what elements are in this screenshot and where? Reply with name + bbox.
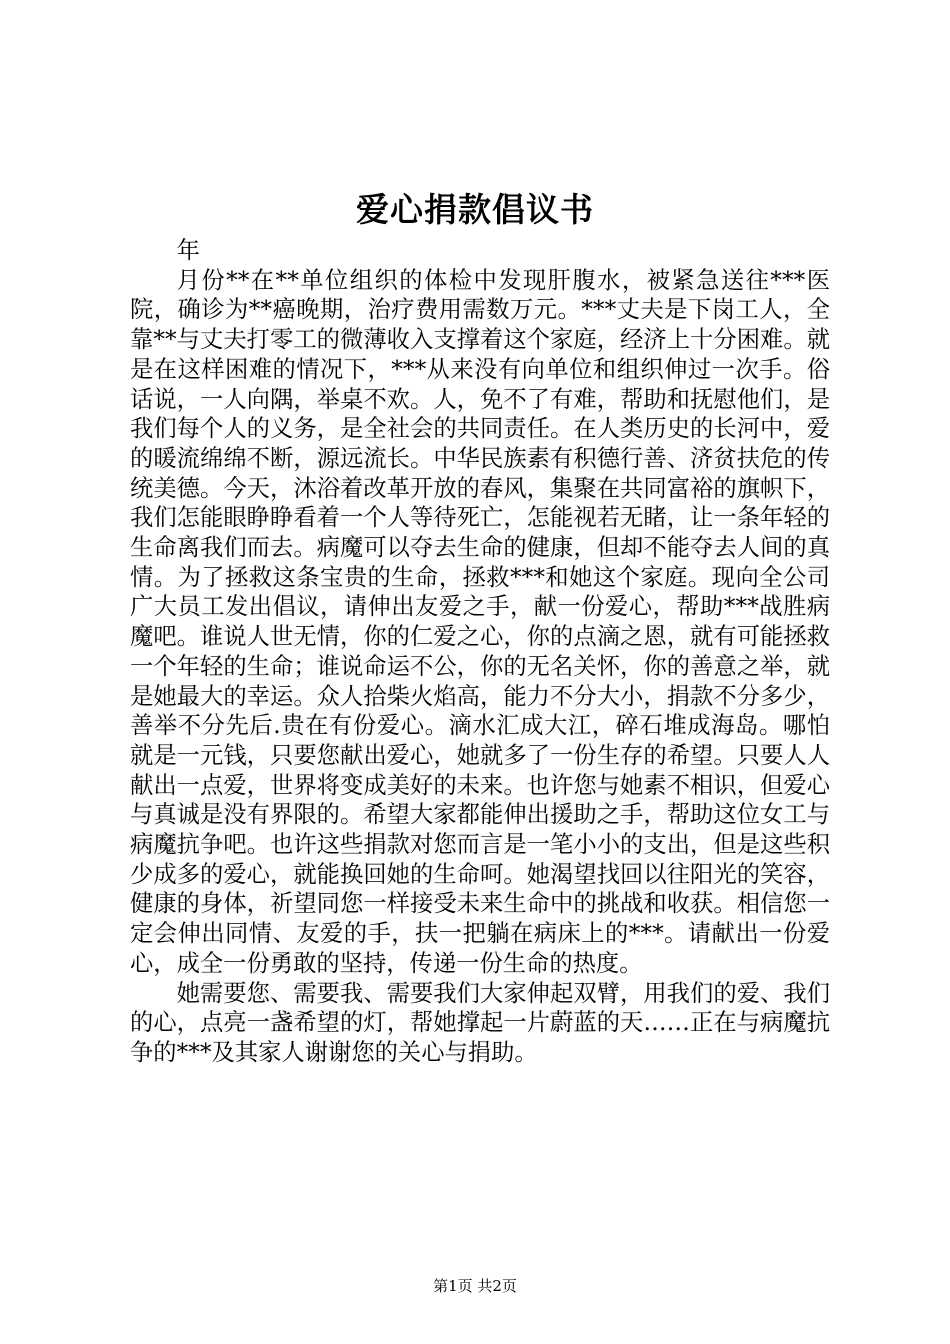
paragraph-closing: 她需要您、需要我、需要我们大家伸起双臂，用我们的爱、我们的心，点亮一盏希望的灯，帮她撑起一片蔚蓝的天……正在与病魔抗争的***及其家人谢谢您的关心与捐助。 bbox=[130, 979, 830, 1066]
document-body bbox=[130, 236, 830, 1068]
paragraph-main: 月份**在**单位组织的体检中发现肝腹水，被紧急送往***医院，确诊为**癌晚期，治疗费用需数万元。***丈夫是下岗工人，全靠**与丈夫打零工的微薄收入支撑着这个家庭，经济上十分困难。就是在这样困难的情况下，***从来没有向单位和组织伸过一次手。俗话说，一人向隅，举桌不欢。人，免不了有难，帮助和抚慰他们，是我们每个人的义务，是全社会的共同责任。在人类历史的长河中，爱的暖流绵绵不断，源远流长。中华民族素有积德行善、济贫扶危的传统美德。今天，沐浴着改革开放的春风，集聚在共同富裕的旗帜下，我们怎能眼睁睁看着一个人等待死亡，怎能视若无睹，让一条年轻的生命离我们而去。病魔可以夺去生命的健康，但却不能夺去人间的真情。为了拯救这条宝贵的生命，拯救***和她这个家庭。现向全公司广大员工发出倡议，请伸出友爱之手，献一份爱心，帮助***战胜病魔吧。谁说人世无情，你的仁爱之心，你的点滴之恩，就有可能拯救一个年轻的生命；谁说命运不公，你的无名关怀，你的善意之举，就是她最大的幸运。众人拾柴火焰高，能力不分大小，捐款不分多少，善举不分先后.贵在有份爱心。滴水汇成大江，碎石堆成海岛。哪怕就是一元钱，只要您献出爱心，她就多了一份生存的希望。只要人人献出一点爱，世界将变成美好的未来。也许您与她素不相识，但爱心与真诚是没有界限的。希望大家都能伸出援助之手，帮助这位女工与病魔抗争吧。也许这些捐款对您而言是一笔小小的支出，但是这些积少成多的爱心，就能换回她的生命呵。她渴望找回以往阳光的笑容，健康的身体，祈望同您一样接受未来生命中的挑战和收获。相信您一定会伸出同情、友爱的手，扶一把躺在病床上的***。请献出一份爱心，成全一份勇敢的坚持，传递一份生命的热度。 bbox=[130, 266, 830, 977]
document-title: 爱心捐款倡议书 bbox=[356, 190, 594, 229]
page-footer: 第1页 共2页 bbox=[433, 1277, 517, 1295]
paragraph-year: 年 bbox=[176, 237, 200, 264]
